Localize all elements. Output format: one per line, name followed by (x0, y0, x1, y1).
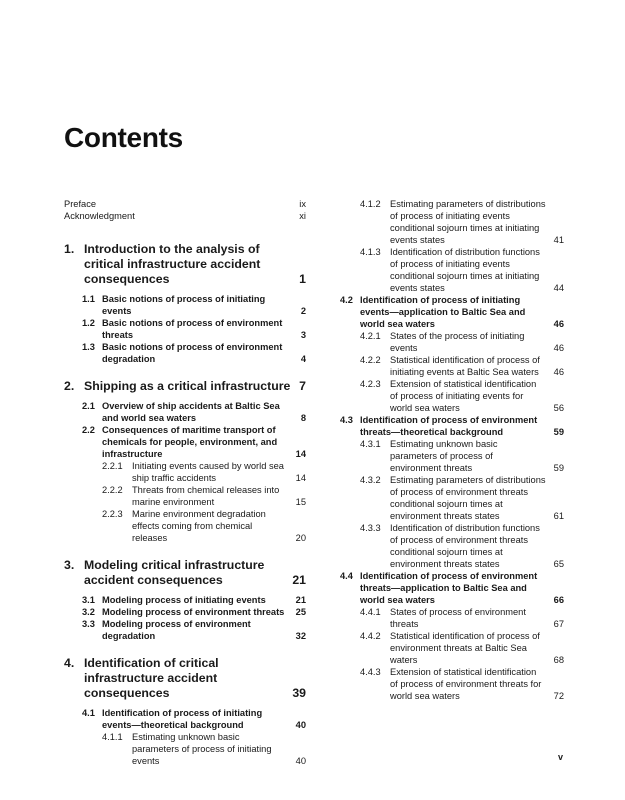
toc-page-number: xi (299, 211, 306, 221)
toc-entry-title: Extension of statistical identification of process of initiating events for world sea waters (390, 379, 537, 413)
toc-entry-number: 1.1 (82, 294, 95, 304)
toc-section (82, 293, 306, 317)
toc-subsection (360, 630, 564, 666)
toc-entry-title: Identification of process of initiating events—theoretical background (102, 708, 263, 730)
toc-section (340, 414, 564, 438)
toc-page-number: 61 (553, 511, 564, 521)
toc-entry-number: 3.3 (82, 619, 95, 629)
toc-section (82, 707, 306, 731)
toc-entry-title: Basic notions of process of initiating events (102, 294, 266, 316)
toc-page-number: 21 (295, 595, 306, 605)
toc-entry-title: Identification of process of environment threats—application to Baltic Sea and world sea waters (360, 571, 538, 605)
toc-entry-title: Extension of statistical identification of process of environment threats for world sea waters (390, 667, 542, 701)
toc-page-number: 59 (553, 427, 564, 437)
toc-entry-title: Marine environment degradation effects coming from chemical releases (132, 509, 266, 543)
toc-page-number: 14 (295, 473, 306, 483)
toc-entry-title: Modeling process of environment threats (102, 607, 285, 617)
toc-subsection (102, 508, 306, 544)
toc-section (340, 570, 564, 606)
toc-entry-number: 4. (64, 656, 75, 670)
toc-subsection (102, 731, 306, 767)
toc-page-number: 15 (295, 497, 306, 507)
toc-page-number: 40 (295, 756, 306, 766)
toc-entry-title: Identification of critical infrastructure accident consequences (84, 656, 219, 700)
toc-page-number: 59 (553, 463, 564, 473)
toc-subsection (360, 378, 564, 414)
toc-entry-number: 4.4 (340, 571, 353, 581)
toc-section (82, 606, 306, 618)
toc-entry-title: Identification of process of environment threats—theoretical background (360, 415, 538, 437)
toc-section (340, 294, 564, 330)
toc-entry-title: Identification of distribution functions of process of environment threats conditional sojourn times at environment threats states (390, 523, 540, 569)
toc-entry-title: Estimating parameters of distributions of process of environment threats conditional sojourn times at environment threats states (390, 475, 546, 521)
toc-entry-title: Statistical identification of process of environment threats at Baltic Sea waters (390, 631, 540, 665)
toc-page-number: 25 (295, 607, 306, 617)
toc-page-number: 3 (300, 330, 306, 340)
toc-page-number: 46 (553, 319, 564, 329)
toc-entry-number: 2.2.2 (102, 485, 123, 495)
toc-subsection (360, 666, 564, 702)
toc-entry-title: Modeling process of environment degradation (102, 619, 251, 641)
toc-subsection (360, 438, 564, 474)
toc-subsection (360, 522, 564, 570)
toc-column-right (340, 198, 564, 702)
toc-entry-number: 2.2.3 (102, 509, 123, 519)
toc-chapter (64, 558, 306, 588)
toc-page-number: 41 (553, 235, 564, 245)
toc-page-number: 46 (553, 343, 564, 353)
toc-entry-number: 4.1 (82, 708, 95, 718)
toc-subsection (360, 198, 564, 246)
toc-subsection (360, 246, 564, 294)
toc-entry-title: Modeling process of initiating events (102, 595, 266, 605)
toc-entry-title: Estimating unknown basic parameters of process of initiating events (132, 732, 272, 766)
toc-entry-number: 2. (64, 379, 75, 393)
toc-page-number: 21 (292, 573, 306, 587)
toc-section (82, 400, 306, 424)
toc-entry-title: Estimating unknown basic parameters of process of environment threats (390, 439, 498, 473)
page-title: Contents (64, 122, 183, 153)
toc-entry-title: Identification of distribution functions of process of initiating events conditional sojourn times at initiating events states (390, 247, 540, 293)
toc-entry-title: Estimating parameters of distributions of process of initiating events conditional sojourn times at initiating events states (390, 199, 546, 245)
toc-subsection (360, 474, 564, 522)
toc-subsection (102, 484, 306, 508)
toc-page-number: 72 (553, 691, 564, 701)
toc-page-number: 68 (553, 655, 564, 665)
toc-entry-number: 3. (64, 558, 75, 572)
toc-entry-number: 4.3.2 (360, 475, 381, 485)
toc-chapter (64, 242, 306, 287)
toc-entry-number: 4.3.1 (360, 439, 381, 449)
toc-entry-title: States of the process of initiating events (390, 331, 525, 353)
toc-entry-number: 4.2.2 (360, 355, 381, 365)
toc-subsection (360, 354, 564, 378)
toc-page-number: 8 (300, 413, 306, 423)
toc-page-number: 66 (553, 595, 564, 605)
toc-entry-number: 4.2.3 (360, 379, 381, 389)
toc-entry-number: 4.1.1 (102, 732, 123, 742)
toc-section (82, 618, 306, 642)
toc-page-number: 2 (300, 306, 306, 316)
toc-entry-title: Introduction to the analysis of critical infrastructure accident consequences (84, 242, 261, 286)
toc-page-number: 32 (295, 631, 306, 641)
toc-page-number: 46 (553, 367, 564, 377)
toc-entry-title: Consequences of maritime transport of chemicals for people, environment, and infrastructure (102, 425, 278, 459)
toc-column-left (64, 198, 306, 767)
toc-page-number: 39 (292, 686, 306, 700)
toc-entry-title: Basic notions of process of environment degradation (102, 342, 283, 364)
toc-entry-number: 3.1 (82, 595, 95, 605)
toc-page-number: 7 (299, 379, 306, 393)
toc-entry-number: 4.4.2 (360, 631, 381, 641)
toc-page-number: 44 (553, 283, 564, 293)
toc-entry-title: Statistical identification of process of initiating events at Baltic Sea waters (390, 355, 540, 377)
toc-entry-title: Overview of ship accidents at Baltic Sea and world sea waters (102, 401, 280, 423)
toc-entry-title: Threats from chemical releases into marine environment (132, 485, 280, 507)
toc-entry-number: 4.2.1 (360, 331, 381, 341)
toc-entry-title: Preface (64, 199, 97, 209)
toc-front-matter (64, 198, 306, 210)
toc-page-number: 4 (300, 354, 306, 364)
toc-entry-number: 4.2 (340, 295, 353, 305)
toc-entry-number: 1.2 (82, 318, 95, 328)
toc-chapter (64, 379, 306, 394)
toc-entry-number: 1. (64, 242, 75, 256)
toc-entry-number: 4.4.1 (360, 607, 381, 617)
toc-entry-title: Shipping as a critical infrastructure (84, 379, 291, 393)
toc-chapter (64, 656, 306, 701)
spacer (64, 222, 306, 228)
toc-entry-title: Identification of process of initiating events—application to Baltic Sea and world sea waters (360, 295, 526, 329)
toc-entry-title: Acknowledgment (64, 211, 135, 221)
toc-entry-number: 2.1 (82, 401, 95, 411)
toc-page-number: 67 (553, 619, 564, 629)
toc-page-number: 1 (299, 272, 306, 286)
toc-entry-number: 2.2 (82, 425, 95, 435)
toc-entry-title: States of process of environment threats (390, 607, 526, 629)
toc-section (82, 341, 306, 365)
toc-section (82, 317, 306, 341)
toc-entry-number: 4.1.2 (360, 199, 381, 209)
toc-section (82, 594, 306, 606)
toc-entry-number: 1.3 (82, 342, 95, 352)
page-number-folio: v (558, 752, 564, 762)
toc-entry-number: 4.3 (340, 415, 353, 425)
toc-subsection (102, 460, 306, 484)
toc-entry-title: Modeling critical infrastructure accident consequences (84, 558, 265, 587)
toc-page-number: 14 (295, 449, 306, 459)
toc-entry-number: 4.3.3 (360, 523, 381, 533)
toc-page-number: 65 (553, 559, 564, 569)
toc-entry-title: Initiating events caused by world sea ship traffic accidents (132, 461, 284, 483)
toc-front-matter (64, 210, 306, 222)
toc-entry-number: 4.1.3 (360, 247, 381, 257)
toc-entry-number: 3.2 (82, 607, 95, 617)
toc-page-number: 56 (553, 403, 564, 413)
toc-subsection (360, 330, 564, 354)
toc-entry-number: 4.4.3 (360, 667, 381, 677)
toc-entry-number: 2.2.1 (102, 461, 123, 471)
toc-subsection (360, 606, 564, 630)
toc-page-number: ix (299, 199, 306, 209)
toc-section (82, 424, 306, 460)
toc-page-number: 20 (295, 533, 306, 543)
toc-page-number: 40 (295, 720, 306, 730)
toc-entry-title: Basic notions of process of environment threats (102, 318, 283, 340)
